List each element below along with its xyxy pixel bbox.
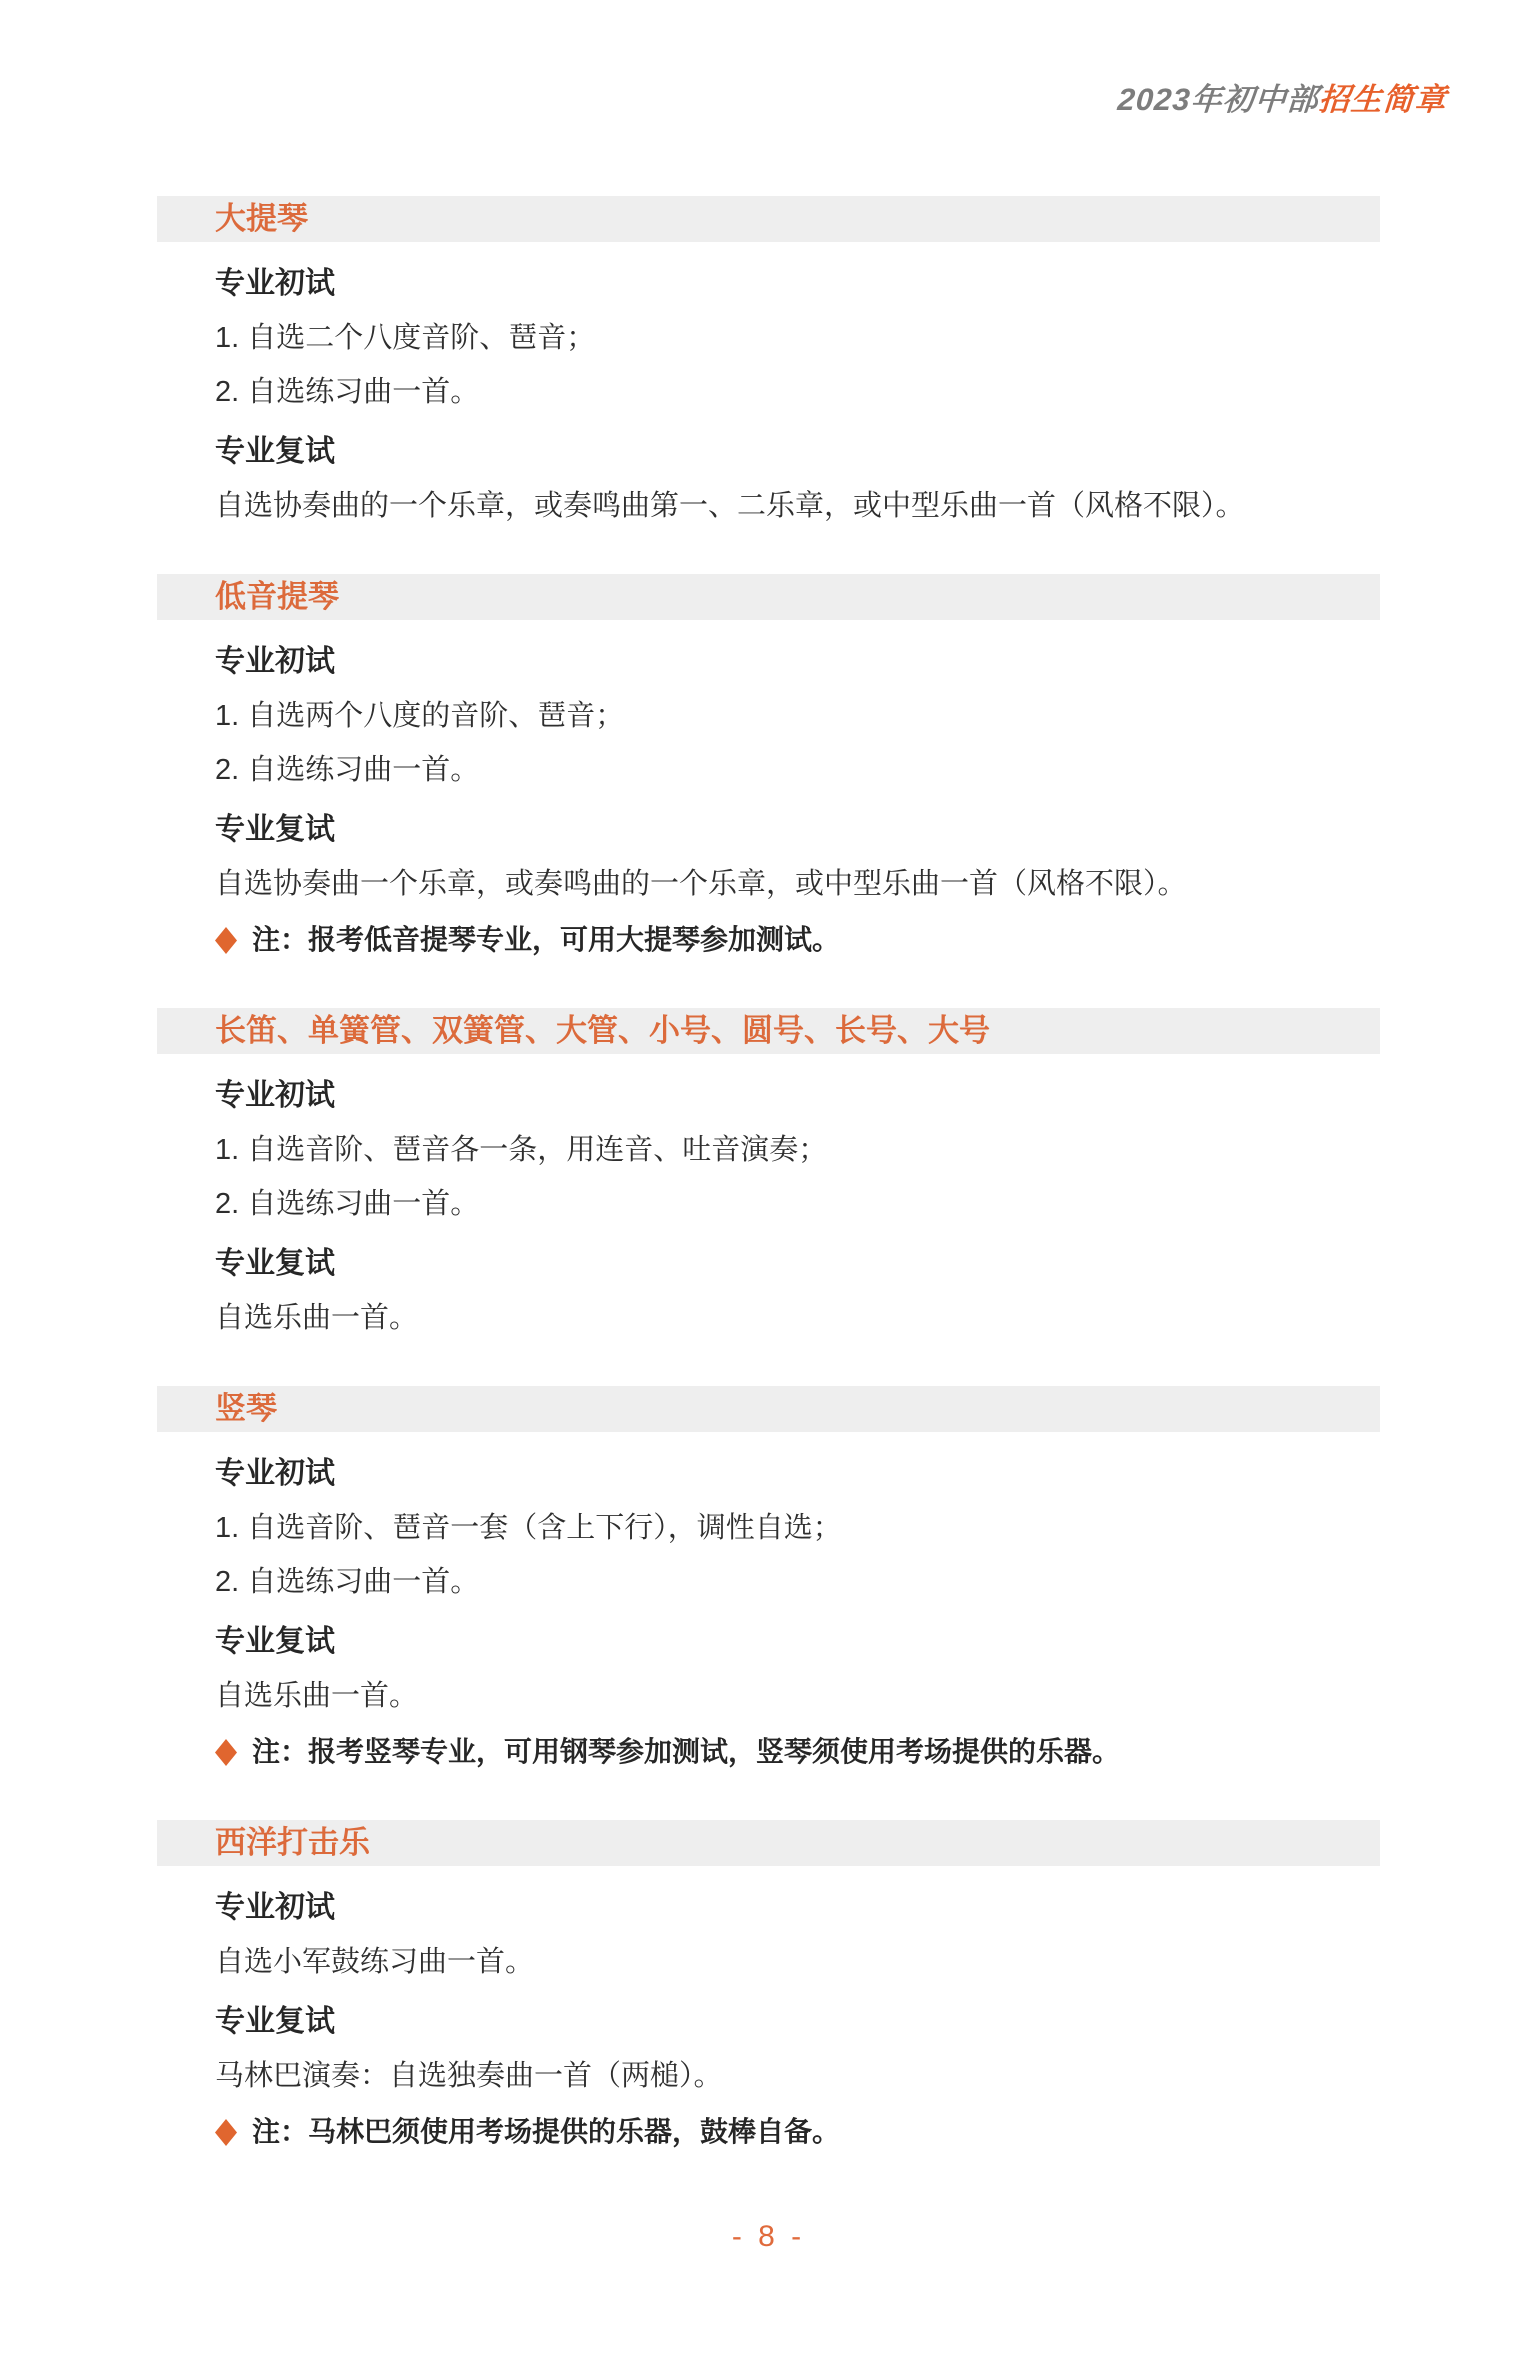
- section-note: [215, 922, 1380, 958]
- round2-label: 专业复试: [215, 1247, 335, 1280]
- round1-label: 专业初试: [215, 1457, 335, 1490]
- requirement-line: 2. 自选练习曲一首。: [215, 754, 480, 786]
- round1-label: 专业初试: [215, 1079, 335, 1112]
- header-brand-text: 招生简章: [1317, 82, 1449, 117]
- section-title-bar: [157, 196, 1380, 242]
- section-title: 低音提琴: [215, 579, 339, 614]
- requirement-line: 自选乐曲一首。: [215, 1680, 419, 1712]
- note-diamond-icon: [215, 927, 237, 954]
- section-title-bar: [157, 1820, 1380, 1866]
- page-number: - 8 -: [731, 2220, 806, 2253]
- requirement-line: 马林巴演奏：自选独奏曲一首（两槌）。: [215, 2060, 723, 2092]
- round2-label: 专业复试: [215, 813, 335, 846]
- section-western-percussion: [157, 1820, 1380, 2150]
- round1-label: 专业初试: [215, 1891, 335, 1924]
- section-title: 竖琴: [215, 1391, 277, 1426]
- requirement-line: 2. 自选练习曲一首。: [215, 376, 480, 408]
- requirement-line: 2. 自选练习曲一首。: [215, 1566, 480, 1598]
- requirement-line: 1. 自选音阶、琶音一套（含上下行），调性自选；: [215, 1512, 842, 1544]
- requirement-line: 自选协奏曲的一个乐章，或奏鸣曲第一、二乐章，或中型乐曲一首（风格不限）。: [215, 490, 1245, 522]
- round2-label: 专业复试: [215, 2005, 335, 2038]
- section-winds-brass: [157, 1008, 1380, 1336]
- requirement-line: 自选乐曲一首。: [215, 1302, 419, 1334]
- section-title-bar: [157, 574, 1380, 620]
- section-title: 长笛、单簧管、双簧管、大管、小号、圆号、长号、大号: [215, 1013, 990, 1048]
- section-note: [215, 2114, 1380, 2150]
- round2-label: 专业复试: [215, 435, 335, 468]
- requirement-line: 自选协奏曲一个乐章，或奏鸣曲的一个乐章，或中型乐曲一首（风格不限）。: [215, 868, 1187, 900]
- requirement-line: 1. 自选音阶、琶音各一条，用连音、吐音演奏；: [215, 1134, 828, 1166]
- header-year-text: 2023年初中部: [1116, 82, 1321, 117]
- note-diamond-icon: [215, 1739, 237, 1766]
- round1-label: 专业初试: [215, 267, 335, 300]
- requirement-line: 自选小军鼓练习曲一首。: [215, 1946, 535, 1978]
- requirement-line: 1. 自选二个八度音阶、琶音；: [215, 322, 596, 354]
- round2-label: 专业复试: [215, 1625, 335, 1658]
- section-title-bar: [157, 1386, 1380, 1432]
- section-title-bar: [157, 1008, 1380, 1054]
- requirement-line: 1. 自选两个八度的音阶、琶音；: [215, 700, 625, 732]
- section-harp: [157, 1386, 1380, 1770]
- note-text: 注：报考竖琴专业，可用钢琴参加测试，竖琴须使用考场提供的乐器。: [252, 1736, 1121, 1767]
- section-note: [215, 1734, 1380, 1770]
- section-title: 西洋打击乐: [215, 1825, 370, 1860]
- note-diamond-icon: [215, 2119, 237, 2146]
- requirement-line: 2. 自选练习曲一首。: [215, 1188, 480, 1220]
- note-text: 注：报考低音提琴专业，可用大提琴参加测试。: [252, 924, 841, 955]
- page-header-title: [1116, 74, 1448, 119]
- round1-label: 专业初试: [215, 645, 335, 678]
- note-text: 注：马林巴须使用考场提供的乐器，鼓棒自备。: [252, 2116, 841, 2147]
- section-title: 大提琴: [215, 201, 308, 236]
- section-cello: [157, 196, 1380, 524]
- section-double-bass: [157, 574, 1380, 958]
